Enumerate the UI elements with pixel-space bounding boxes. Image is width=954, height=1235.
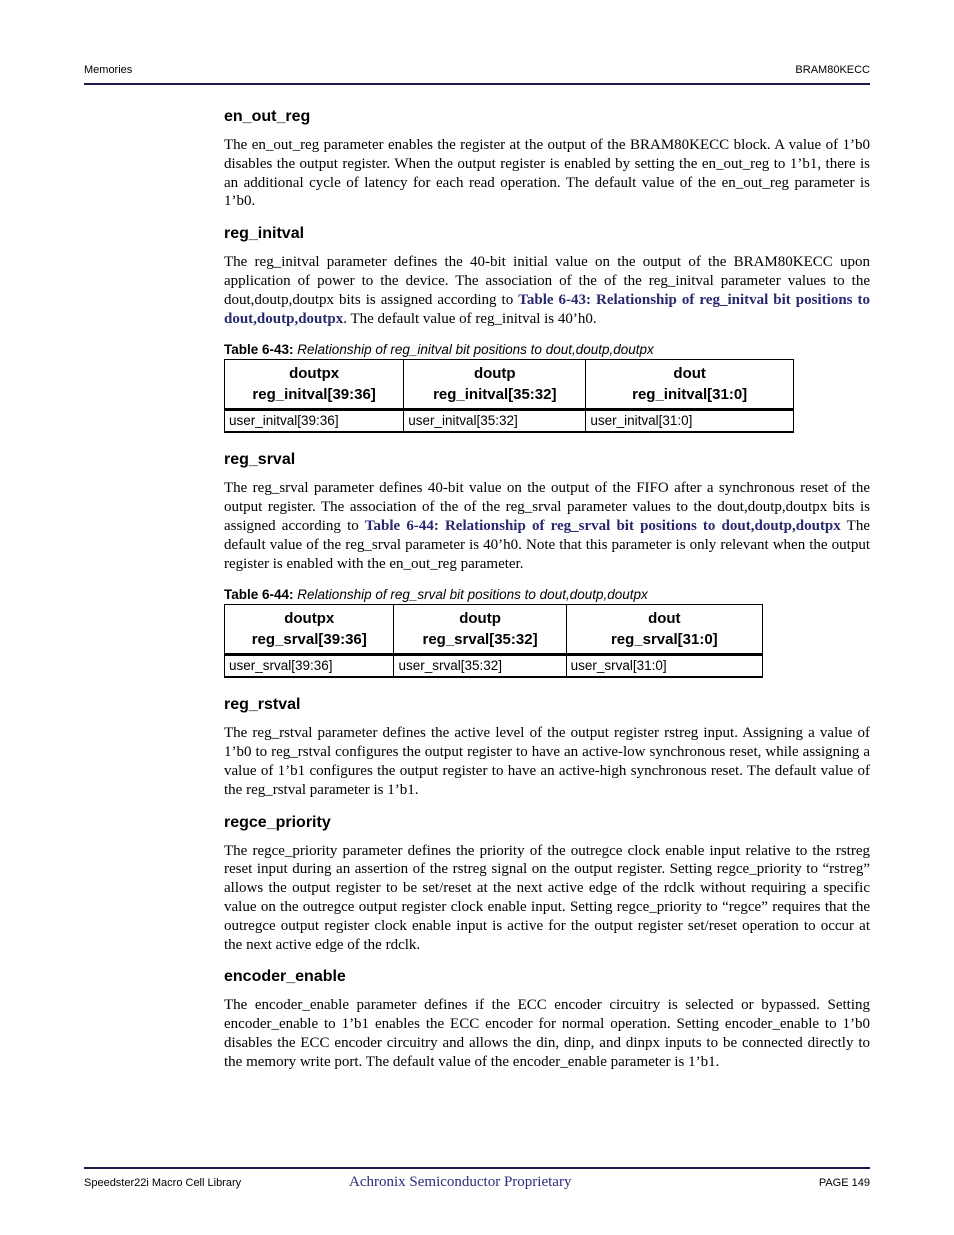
page-number: PAGE 149 — [818, 1177, 870, 1189]
column-header-doutpx — [225, 605, 394, 655]
column-field: reg_srval[31:0] — [610, 631, 718, 649]
section-body-reg-rstval: The reg_rstval parameter defines the active level of the output register rstreg input. Assigning a value of 1’b0 to reg_rstval configures the output register to have an active-low synchronous reset, while assigning a value of 1’b1 configures the output register to have an active-high synchronous reset. The default value of the reg_rstval parameter is 1’b1. — [224, 725, 870, 798]
body-text: The reg_srval parameter defines 40-bit value on the output of the FIFO after a synchronous reset of the output register. The association of the of the reg_srval parameter values to the dout,doutp,doutpx bits is assigned according to — [224, 480, 870, 534]
table-row — [225, 410, 794, 433]
column-field: reg_initval[39:36] — [252, 386, 376, 404]
running-header-section: Memories — [84, 64, 133, 76]
footer-rule — [84, 1167, 870, 1169]
column-name: dout — [648, 610, 681, 628]
section-heading-en-out-reg: en_out_reg — [224, 108, 311, 125]
table-cell: user_srval[31:0] — [566, 655, 762, 678]
running-header-title: BRAM80KECC — [795, 64, 870, 76]
table-6-44 — [224, 604, 763, 678]
section-body-reg-initval — [224, 253, 870, 328]
table-cell: user_srval[35:32] — [394, 655, 566, 678]
column-field: reg_initval[35:32] — [433, 386, 557, 404]
section-heading-reg-initval: reg_initval — [224, 225, 305, 243]
section-body-encoder-enable: The encoder_enable parameter defines if the ECC encoder circuitry is selected or bypassed. Setting encoder_enable to 1’b1 enables the ECC encoder for normal operation. Setting encoder_enable to 1’b0 disables the ECC encoder circuitry and allows the din, dinp, and dinpx inputs to be connected directly to the memory write port. The default value of the encoder_enable parameter is 1’b1. — [224, 997, 870, 1070]
section-heading-encoder-enable: encoder_enable — [224, 968, 346, 986]
column-name: doutp — [473, 365, 516, 383]
table-row — [225, 655, 763, 678]
body-text: The reg_initval parameter defines the 40-bit initial value on the output of the BRAM80KECC upon application of power to the device. The association of the of the reg_initval parameter values to the dout,doutp,doutpx bits is assigned according to — [224, 254, 870, 308]
table-cell: user_initval[35:32] — [404, 410, 586, 433]
table-header-row — [225, 605, 763, 655]
column-name: dout — [673, 365, 706, 383]
caption-id: Table 6-43: — [224, 342, 294, 358]
page-content — [224, 108, 870, 1086]
table-cell: user_srval[39:36] — [225, 655, 394, 678]
caption-title: Relationship of reg_initval bit positions to dout,doutp,doutpx — [297, 342, 654, 358]
table-6-44-caption — [224, 587, 870, 602]
column-header-doutp — [404, 360, 586, 410]
caption-id: Table 6-44: — [224, 587, 294, 603]
table-cell: user_initval[31:0] — [586, 410, 794, 433]
section-heading-reg-srval: reg_srval — [224, 451, 296, 469]
section-heading-reg-rstval: reg_rstval — [224, 696, 301, 714]
column-field: reg_initval[31:0] — [632, 386, 748, 404]
footer-document-title: Speedster22i Macro Cell Library — [84, 1177, 242, 1189]
column-name: doutpx — [289, 365, 340, 383]
column-name: doutp — [459, 610, 501, 628]
column-header-doutpx — [225, 360, 404, 410]
table-6-43 — [224, 359, 794, 433]
body-text: . The default value of reg_initval is 40’h0. — [343, 310, 597, 327]
column-field: reg_srval[39:36] — [251, 631, 367, 649]
caption-title: Relationship of reg_srval bit positions to dout,doutp,doutpx — [297, 587, 648, 603]
column-header-doutp — [394, 605, 566, 655]
section-body-reg-srval — [224, 479, 870, 573]
table-6-44-link[interactable]: Table 6-44: Relationship of reg_srval bit positions to dout,doutp,doutpx — [364, 517, 841, 534]
column-header-dout — [586, 360, 794, 410]
table-header-row — [225, 360, 794, 410]
table-6-43-link[interactable]: Table 6-43: Relationship of reg_initval bit positions to dout,doutp,doutpx — [224, 291, 871, 327]
footer-proprietary-notice: Achronix Semiconductor Proprietary — [349, 1174, 572, 1190]
column-name: doutpx — [284, 610, 335, 628]
column-field: reg_srval[35:32] — [422, 631, 538, 649]
table-6-43-caption — [224, 342, 870, 357]
section-body-regce-priority: The regce_priority parameter defines the priority of the outregce clock enable input relative to the rstreg reset input during an assertion of the rstreg signal on the output register. Setting regce_priority to “rstreg” allows the output register to be set/reset at the next active edge of the rdclk without requiring a specific value on the outregce output register clock enable input. Setting regce_priority to “regce” requires that the outregce output register clock enable input is active for the output register set/reset operation to occur at the next active edge of the rdclk. — [224, 842, 870, 953]
column-header-dout — [566, 605, 762, 655]
header-rule — [84, 83, 870, 85]
section-body-en-out-reg: The en_out_reg parameter enables the register at the output of the BRAM80KECC block. A value of 1’b0 disables the output register. When the output register is enabled by setting the en_out_reg to 1’b1, there is an additional cycle of latency for each read operation. The default value of the en_out_reg parameter is 1’b0. — [224, 137, 870, 210]
body-text: The default value of the reg_srval parameter is 40’h0. Note that this parameter is only relevant when the output register is enabled with the en_out_reg parameter. — [224, 517, 870, 572]
section-heading-regce-priority: regce_priority — [224, 813, 331, 831]
table-cell: user_initval[39:36] — [225, 410, 404, 433]
